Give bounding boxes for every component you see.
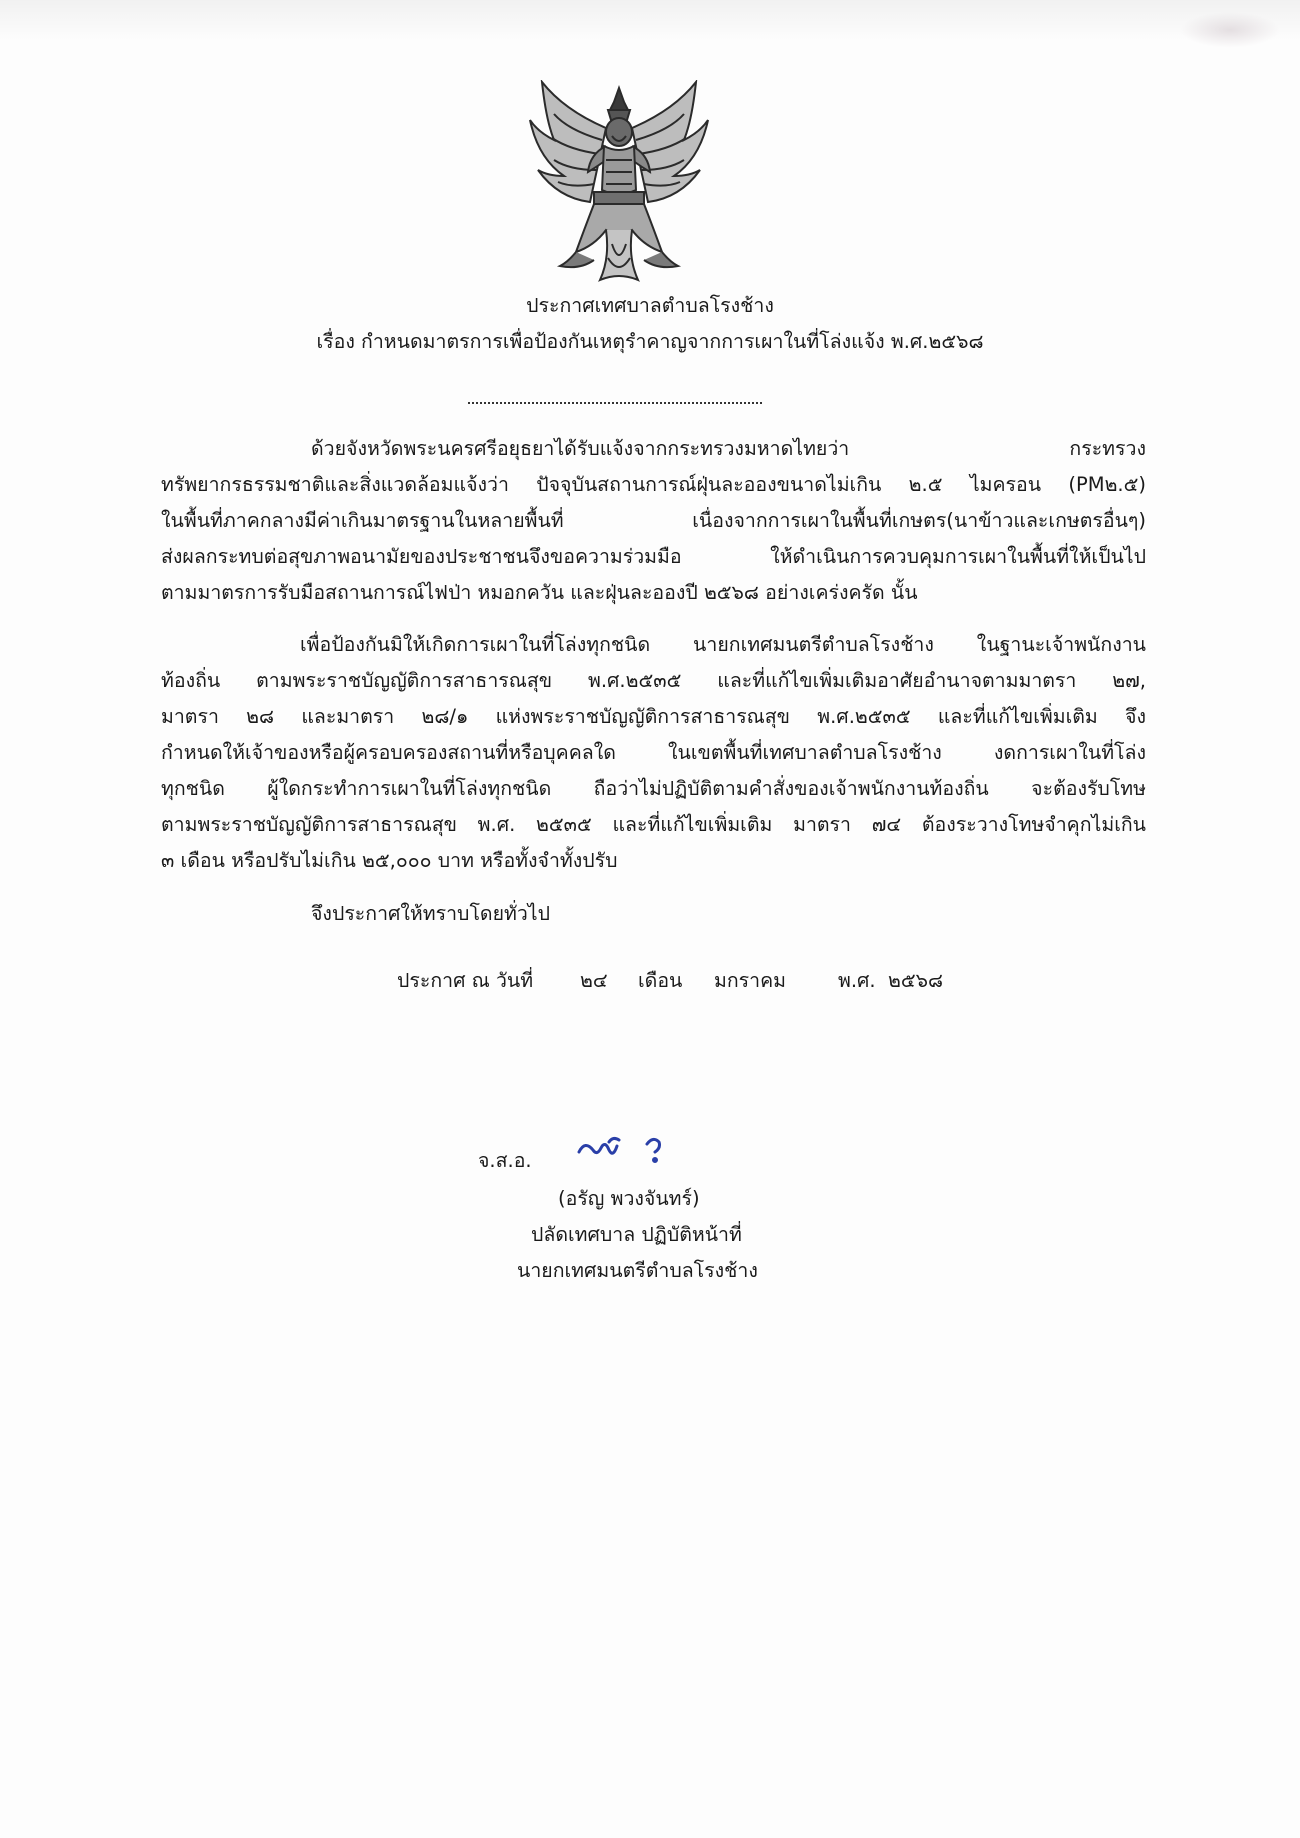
- date-month: มกราคม: [714, 969, 786, 992]
- paragraph2-line: ๓ เดือน หรือปรับไม่เกิน ๒๕,๐๐๐ บาท หรือทั้งจำทั้งปรับ: [161, 849, 618, 872]
- signatory-name: (อรัญ พวงจันทร์): [558, 1187, 700, 1210]
- paragraph2-line: ท้องถิ่น ตามพระราชบัญญัติการสาธารณสุข พ.ศ.๒๕๓๕ และที่แก้ไขเพิ่มเติมอาศัยอำนาจตามมาตรา ๒๗,: [161, 669, 1146, 692]
- date-year-label: พ.ศ.: [838, 969, 876, 992]
- signatory-rank: จ.ส.อ.: [478, 1149, 532, 1172]
- signatory-acting-for: นายกเทศมนตรีตำบลโรงช้าง: [517, 1259, 758, 1282]
- garuda-emblem-icon: [524, 80, 714, 290]
- date-prefix: ประกาศ ณ วันที่: [397, 969, 534, 992]
- paragraph2-line: กำหนดให้เจ้าของหรือผู้ครอบครองสถานที่หรือบุคคลใด ในเขตพื้นที่เทศบาลตำบลโรงช้าง งดการเผาในที่โล่ง: [161, 741, 1146, 764]
- announcement-subject: เรื่อง กำหนดมาตรการเพื่อป้องกันเหตุรำคาญจากการเผาในที่โล่งแจ้ง พ.ศ.๒๕๖๘: [316, 330, 984, 353]
- date-month-label: เดือน: [638, 969, 683, 992]
- paragraph2-line: มาตรา ๒๘ และมาตรา ๒๘/๑ แห่งพระราชบัญญัติการสาธารณสุข พ.ศ.๒๕๓๕ และที่แก้ไขเพิ่มเติม จึง: [161, 705, 1146, 728]
- paragraph1-line: ในพื้นที่ภาคกลางมีค่าเกินมาตรฐานในหลายพื้นที่ เนื่องจากการเผาในพื้นที่เกษตร(นาข้าวและเกษตรอื่นๆ): [161, 509, 1146, 532]
- scan-smudge: [1180, 12, 1280, 48]
- paragraph1-line: ด้วยจังหวัดพระนครศรีอยุธยาได้รับแจ้งจากกระทรวงมหาดไทยว่า กระทรวง: [311, 437, 1146, 460]
- title-divider: [468, 402, 762, 404]
- signatory-position: ปลัดเทศบาล ปฏิบัติหน้าที่: [531, 1223, 742, 1246]
- paragraph2-line: ทุกชนิด ผู้ใดกระทำการเผาในที่โล่งทุกชนิด ถือว่าไม่ปฏิบัติตามคำสั่งของเจ้าพนักงานท้องถิ่น จะต้องรับโทษ: [161, 777, 1146, 800]
- closing-statement: จึงประกาศให้ทราบโดยทั่วไป: [311, 902, 550, 925]
- date-day: ๒๔: [580, 969, 608, 992]
- paragraph1-line: ตามมาตรการรับมือสถานการณ์ไฟป่า หมอกควัน และฝุ่นละอองปี ๒๕๖๘ อย่างเคร่งครัด นั้น: [161, 581, 918, 604]
- paragraph2-line: ตามพระราชบัญญัติการสาธารณสุข พ.ศ. ๒๕๓๕ และที่แก้ไขเพิ่มเติม มาตรา ๗๔ ต้องระวางโทษจำคุกไม่เกิน: [161, 813, 1146, 836]
- paragraph1-line: ทรัพยากรธรรมชาติและสิ่งแวดล้อมแจ้งว่า ปัจจุบันสถานการณ์ฝุ่นละอองขนาดไม่เกิน ๒.๕ ไมครอน (PM๒.๕): [161, 473, 1146, 496]
- announcement-title: ประกาศเทศบาลตำบลโรงช้าง: [526, 294, 774, 317]
- paragraph2-line: เพื่อป้องกันมิให้เกิดการเผาในที่โล่งทุกชนิด นายกเทศมนตรีตำบลโรงช้าง ในฐานะเจ้าพนักงาน: [300, 633, 1146, 656]
- handwritten-signature-icon: [575, 1128, 675, 1168]
- date-year: ๒๕๖๘: [888, 969, 944, 992]
- scan-edge-shadow: [0, 0, 1300, 40]
- paragraph1-line: ส่งผลกระทบต่อสุขภาพอนามัยของประชาชนจึงขอความร่วมมือ ให้ดำเนินการควบคุมการเผาในพื้นที่ให้เป็นไป: [161, 545, 1146, 568]
